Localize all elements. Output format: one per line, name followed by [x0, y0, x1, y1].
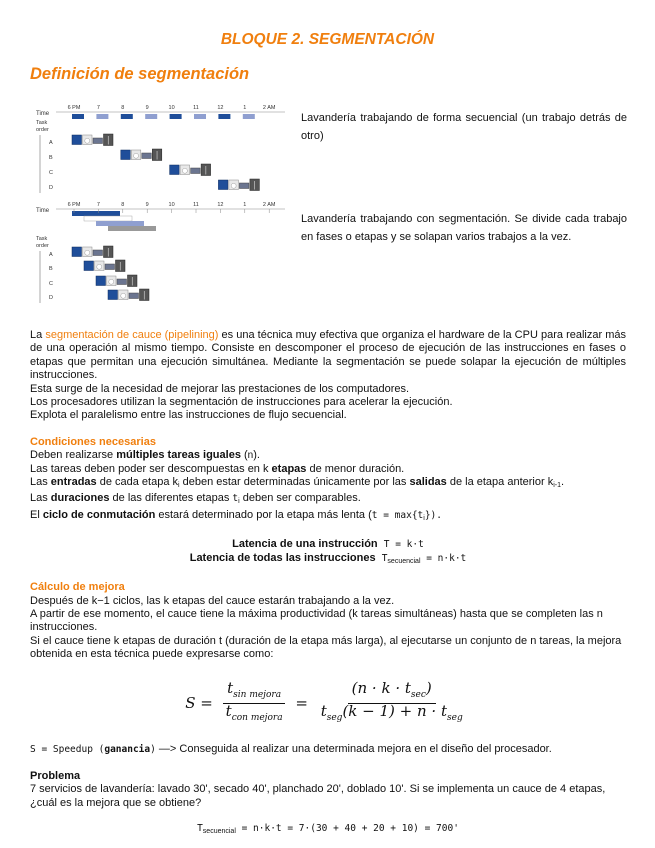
dryer-door-icon — [134, 153, 139, 158]
time-tick-label: 2 AM — [262, 105, 276, 111]
time-tick-label: 11 — [193, 202, 199, 208]
folding-table-icon — [142, 153, 152, 159]
stage-bar — [145, 114, 157, 119]
time-tick-label: 7 — [96, 105, 100, 111]
speedup-definition: S = Speedup (ganancia) —> Conseguida al realizar una determinada mejora en el diseño del procesador. — [30, 743, 552, 756]
condition-item: Las duraciones de las diferentes etapas $t_i$ deben ser comparables. — [30, 492, 361, 506]
time-tick-label: 8 — [121, 202, 125, 208]
time-tick-label: 1 — [243, 105, 247, 111]
washer-icon — [170, 165, 180, 175]
dryer-door-icon — [85, 138, 90, 143]
time-tick-label: 12 — [217, 202, 224, 208]
problem-heading: Problema — [30, 769, 81, 782]
stage-bar — [108, 226, 156, 231]
dryer-door-icon — [121, 293, 126, 298]
time-tick-label: 6 PM — [67, 105, 81, 111]
task-label: A — [49, 252, 53, 258]
time-tick-label: 1 — [243, 202, 247, 208]
task-label: D — [49, 295, 53, 301]
washer-icon — [72, 247, 82, 257]
washer-icon — [121, 150, 131, 160]
improvement-line: Si el cauce tiene k etapas de duración t (duración de la etapa más larga), al ejecutarse un conjunto de n tareas, la mejora obtenida en esta técnica puede expresarse como: — [30, 634, 622, 661]
condition-item: El ciclo de conmutación estará determinado por la etapa más lenta $(t = \max\{t_i\})$. — [30, 508, 442, 522]
task-label: C — [49, 281, 53, 287]
time-label: Time — [36, 111, 50, 117]
document-title: BLOQUE 2. SEGMENTACIÓN — [220, 31, 435, 48]
intro-line: Esta surge de la necesidad de mejorar las prestaciones de los computadores. — [30, 382, 410, 395]
problem-formula: $T_{secuencial} = n\cdot k\cdot t = 7\cdot(30 + 40 + 20 + 10) = 700'$ — [197, 822, 459, 835]
time-tick-label: 12 — [217, 105, 224, 111]
washer-icon — [84, 261, 94, 271]
pipelined-caption: Lavandería trabajando con segmentación. Se divide cada trabajo en fases o etapas y se solapan varios trabajos a la vez. — [301, 213, 627, 243]
stage-bar — [194, 114, 206, 119]
time-tick-label: 7 — [96, 202, 100, 208]
time-tick-label: 2 AM — [262, 202, 276, 208]
stage-bar — [84, 216, 132, 221]
stage-bar — [243, 114, 255, 119]
improvement-line: Después de k−1 ciclos, las k etapas del cauce estarán trabajando a la vez. — [30, 594, 395, 607]
condition-item: Las entradas de cada etapa $k_i$ deben estar determinadas únicamente por las salidas de la etapa anterior $k_{i-1}$. — [30, 476, 565, 490]
condition-item: Las tareas deben poder ser descompuestas en k etapas de menor duración. — [30, 462, 405, 475]
washer-icon — [72, 135, 82, 145]
stage-bar — [121, 114, 133, 119]
condition-item: Deben realizarse múltiples tareas iguales (n). — [30, 449, 260, 462]
intro-line: Los procesadores utilizan la segmentación de instrucciones para acelerar la ejecución. — [30, 396, 453, 409]
dryer-door-icon — [97, 264, 102, 269]
stage-bar — [72, 211, 120, 216]
stage-bar — [96, 221, 144, 226]
improvement-line: A partir de ese momento, el cauce tiene la máxima productividad (k tareas simultáneas) hasta que se completen las n instrucciones. — [30, 607, 603, 634]
dryer-door-icon — [109, 279, 114, 284]
folding-table-icon — [129, 293, 139, 299]
stage-bar — [170, 114, 182, 119]
time-tick-label: 9 — [145, 105, 149, 111]
stage-bar — [96, 114, 108, 119]
problem-text: 7 servicios de lavandería: lavado 30', secado 40', planchado 20', doblado 10'. Si se implementa un cauce de 4 etapas, ¿cuál es la mejora que se obtiene? — [30, 783, 606, 809]
stage-bar — [72, 114, 84, 119]
time-tick-label: 9 — [145, 202, 149, 208]
laundry-pipeline-diagram — [30, 98, 290, 313]
washer-icon — [96, 276, 106, 286]
folding-table-icon — [239, 183, 249, 189]
washer-icon — [108, 290, 118, 300]
folding-table-icon — [191, 168, 201, 174]
sequential-caption: Lavandería trabajando de forma secuencial (un trabajo detrás de otro) — [301, 112, 627, 142]
folding-table-icon — [105, 264, 115, 270]
task-order-label: order — [36, 243, 49, 249]
task-order-label: order — [36, 127, 49, 133]
latency-one: Latencia de una instrucción T = k·t — [232, 538, 424, 551]
folding-table-icon — [93, 138, 103, 144]
time-tick-label: 11 — [193, 105, 199, 111]
document-body — [30, 329, 626, 838]
time-tick-label: 6 PM — [67, 202, 81, 208]
task-label: B — [49, 266, 53, 272]
task-label: D — [49, 185, 53, 191]
task-order-label: Task — [36, 120, 48, 126]
time-tick-label: 8 — [121, 105, 125, 111]
latency-all: Latencia de todas las instrucciones $T_{secuencial} = n\cdot k\cdot t$ — [189, 551, 467, 565]
speedup-formula: S = $\frac{t_{sin mejora}}{t_{con mejora}}$ = $\frac{(n \cdot k \cdot t_{sec})}{t_{seg}(k - 1) + n \cdot t_{seg}}$ — [185, 678, 463, 723]
time-label: Time — [36, 208, 50, 214]
task-order-label: Task — [36, 236, 48, 242]
task-label: B — [49, 155, 53, 161]
intro-line: Explota el paralelismo entre las instrucciones de flujo secuencial. — [30, 409, 347, 422]
dryer-door-icon — [231, 183, 236, 188]
intro-paragraph: La segmentación de cauce (pipelining) es una técnica muy efectiva que organiza el hardware de la CPU para realizar más de una operación al mismo tiempo. Consiste en descomponer el proceso de ejecución de las instrucciones en fases o etapas que permitan una ejecución simultánea. Mediante la segmentación se puede solapar la ejecución de múltiples instrucciones. — [30, 329, 626, 382]
section-heading: Definición de segmentación — [30, 65, 250, 83]
washer-icon — [218, 180, 228, 190]
task-label: A — [49, 140, 53, 146]
stage-bar — [218, 114, 230, 119]
time-tick-label: 10 — [168, 105, 175, 111]
time-tick-label: 10 — [168, 202, 175, 208]
conditions-heading: Condiciones necesarias — [30, 435, 156, 448]
folding-table-icon — [93, 250, 103, 256]
folding-table-icon — [117, 279, 127, 285]
dryer-door-icon — [85, 250, 90, 255]
improvement-heading: Cálculo de mejora — [30, 581, 125, 594]
task-label: C — [49, 170, 53, 176]
pipelining-term: segmentación de cauce (pipelining) — [45, 329, 219, 341]
dryer-door-icon — [182, 168, 187, 173]
